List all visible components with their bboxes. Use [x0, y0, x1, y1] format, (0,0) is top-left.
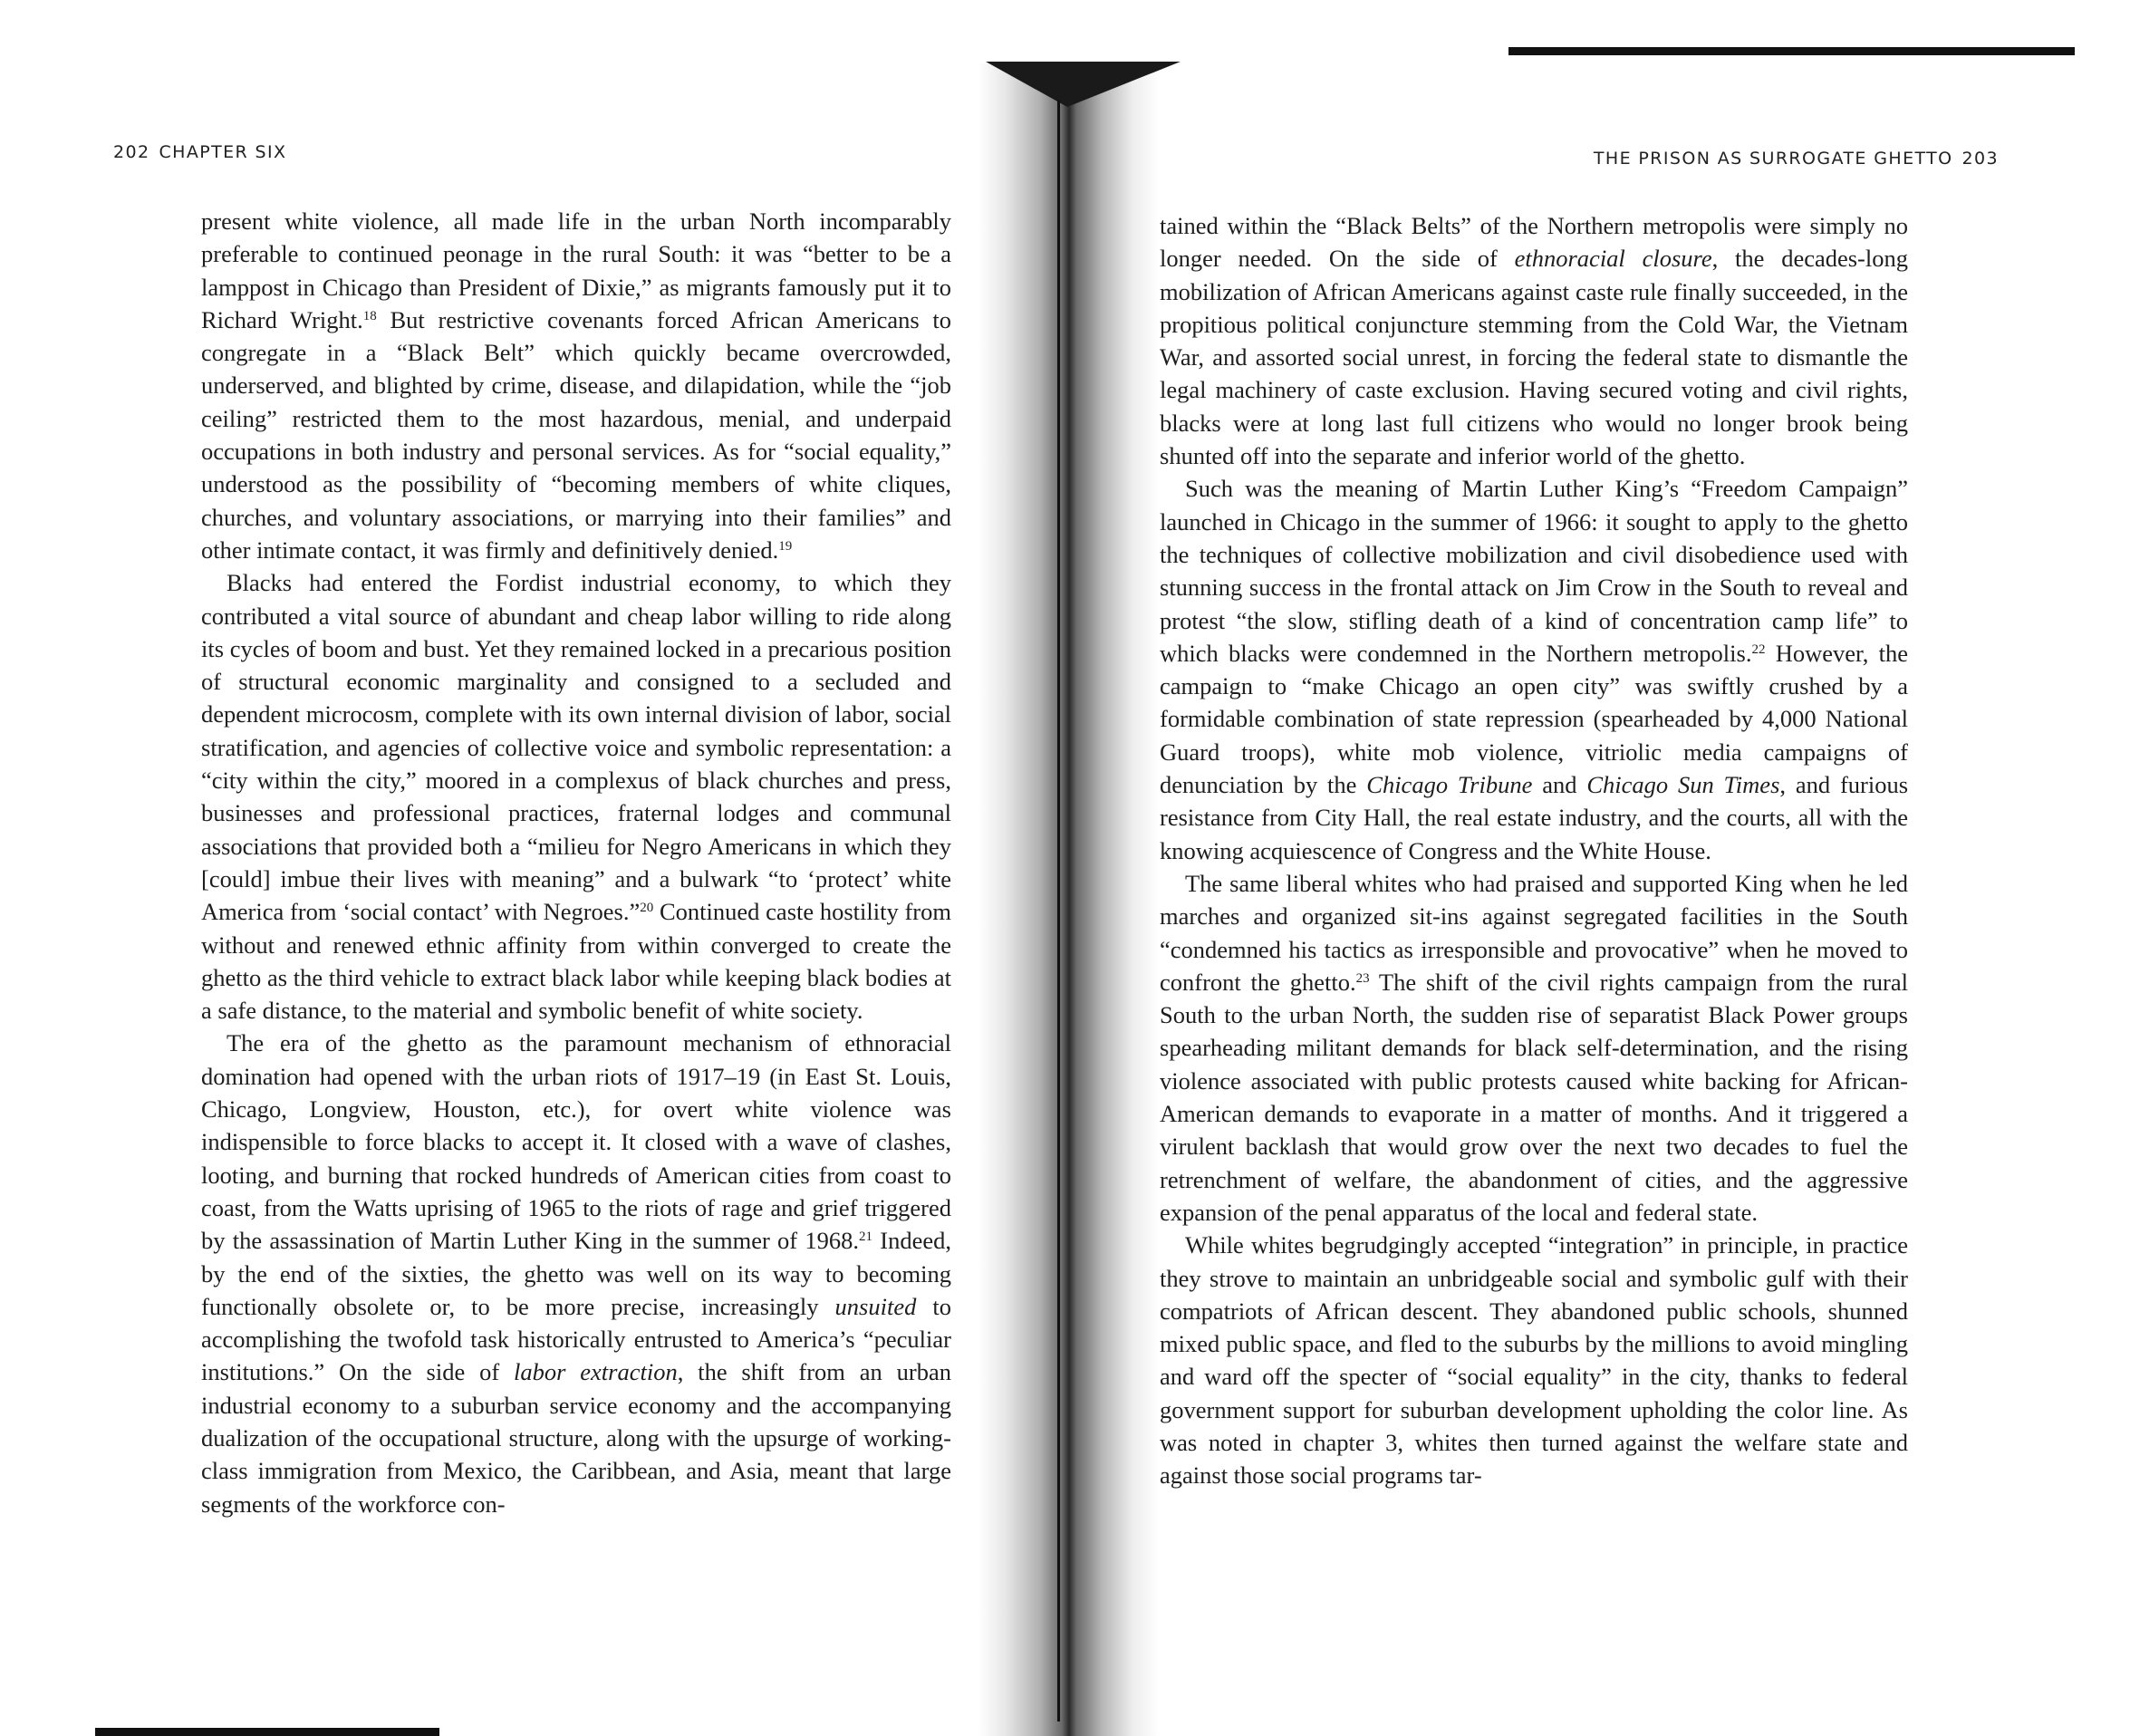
footnote-ref: 22 [1751, 641, 1766, 657]
right-running-head [1594, 149, 2008, 169]
text-run: But restrictive covenants forced African Americans to congregate in a “Black Belt” which quickly became overcrowded, underserved, and blighted by crime, disease, and dilapidation, while the “job ceiling” restricted them to the most hazardous, menial, and underpaid occupations in both industry and personal services. As for “social equality,” understood as the possibility of “becoming members of white cliques, churches, and voluntary associations, or marrying into their families” and other intimate contact, it was firmly and definitively denied. [201, 305, 951, 564]
italic-text: unsuited [834, 1292, 917, 1320]
paragraph [201, 205, 951, 566]
text-run: and [1532, 771, 1587, 799]
left-running-head-title: CHAPTER SIX [159, 142, 287, 162]
text-run: While whites begrudgingly accepted “integration” in principle, in practice they strove to maintain an unbridgeable social and symbolic gulf with their compatriots of African descent. They abandoned public schools, shunned mixed public space, and fled to the suburbs by the millions to avoid mingling and ward off the specter of “social equality” in the city, thanks to federal government support for suburban development upholding the color line. As was noted in chapter 3, whites then turned against the welfare state and against those social programs tar- [1160, 1231, 1908, 1490]
italic-text: labor extraction [514, 1358, 678, 1386]
paragraph [1160, 1229, 1908, 1491]
text-run: The same liberal whites who had praised and supported King when he led marches and organized sit-ins against segregated facilities in the South “condemned his tactics as irresponsible and provocative” when he moved to confront the ghetto. [1160, 869, 1908, 996]
text-run: , and furious resistance from City Hall, the real estate industry, and the courts, all with the knowing acquiescence of Congress and the White House. [1160, 771, 1909, 864]
gutter-binding-line [1057, 100, 1060, 1722]
text-run: , the shift from an urban industrial economy to a suburban service economy and the accompanying dualization of the occupational structure, along with the upsurge of working-class immigration from Mexico, the Caribbean, and Asia, meant that large segments of the workforce con- [201, 1358, 951, 1518]
paragraph [1160, 472, 1908, 867]
paragraph [201, 1027, 951, 1519]
scan-edge-bottom [95, 1728, 439, 1736]
paragraph [1160, 209, 1908, 472]
footnote-ref: 23 [1355, 970, 1370, 986]
left-running-head [104, 142, 286, 162]
italic-text: Chicago Tribune [1366, 771, 1533, 799]
italic-text: Chicago Sun Times [1586, 771, 1780, 799]
text-run: Blacks had entered the Fordist industrial economy, to which they contributed a vital source of abundant and cheap labor willing to ride along its cycles of boom and bust. Yet they remained locked in a precarious position of structural economic marginality and consigned to a secluded and dependent microcosm, complete with its own internal division of labor, social stratification, and agencies of collective voice and symbolic representation: a “city within the city,” moored in a complexus of black churches and press, businesses and professional practices, fraternal lodges and communal associations that provided both a “milieu for Negro Americans in which they [could] imbue their lives with meaning” and a bulwark “to ‘protect’ white America from ‘social contact’ with Negroes.” [201, 569, 951, 926]
text-run: present white violence, all made life in the urban North incomparably preferable to continued peonage in the rural South: it was “better to be a lamppost in Chicago than President of Dixie,” as migrants famously put it to Richard Wright. [201, 207, 951, 333]
footnote-ref: 19 [778, 538, 793, 554]
right-page-number: 203 [1961, 149, 1999, 169]
left-page-number: 202 [113, 142, 150, 162]
footnote-ref: 20 [640, 901, 654, 916]
paragraph [201, 566, 951, 1027]
text-run: However, the campaign to “make Chicago an open city” was swiftly crushed by a formidable combination of state repression (spearheaded by 4,000 National Guard troops), white mob violence, vitriolic media campaigns of denunciation by the [1160, 639, 1909, 799]
right-running-head-title: THE PRISON AS SURROGATE GHETTO [1593, 149, 1953, 169]
italic-text: ethnoracial closure [1514, 245, 1712, 273]
paragraph [1160, 867, 1908, 1229]
footnote-ref: 18 [362, 308, 377, 323]
text-run: The shift of the civil rights campaign from the rural South to the urban North, the sudden rise of separatist Black Power groups spearheading militant demands for black self-determination, and the rising violence associated with public protests caused white backing for African-American demands to evaporate in a matter of months. And it triggered a virulent backlash that would grow over the next two decades to fuel the retrenchment of welfare, the abandonment of cities, and the aggressive expansion of the penal apparatus of the local and federal state. [1160, 968, 1909, 1226]
left-body-text [201, 205, 951, 1520]
text-run: Indeed, by the end of the sixties, the ghetto was well on its way to becoming functionally obsolete or, to be more precise, increasingly [201, 1227, 951, 1320]
text-run: to accomplishing the twofold task historically entrusted to America’s “peculiar institutions.” On the side of [201, 1292, 951, 1386]
right-page [1132, 0, 2130, 1736]
text-run: Such was the meaning of Martin Luther King’s “Freedom Campaign” launched in Chicago in the summer of 1966: it sought to apply to the ghetto the techniques of collective mobilization and civil disobedience used with stunning success in the frontal attack on Jim Crow in the South to reveal and protest “the slow, stifling death of a kind of concentration camp life” to which blacks were condemned in the Northern metropolis. [1160, 475, 1908, 667]
left-page [0, 0, 1006, 1736]
text-run: The era of the ghetto as the paramount mechanism of ethnoracial domination had opened with the urban riots of 1917–19 (in East St. Louis, Chicago, Longview, Houston, etc.), for overt white violence was indispensible to force blacks to accept it. It closed with a wave of clashes, looting, and burning that rocked hundreds of American cities from coast to coast, from the Watts uprising of 1965 to the riots of rage and grief triggered by the assassination of Martin Luther King in the summer of 1968. [201, 1029, 951, 1255]
text-run: , the decades-long mobilization of African Americans against caste rule finally succeeded, in the propitious political conjuncture stemming from the Cold War, the Vietnam War, and assorted social unrest, in forcing the federal state to dismantle the legal machinery of caste exclusion. Having secured voting and civil rights, blacks were at long last full citizens who would no longer brook being shunted off into the separate and inferior world of the ghetto. [1160, 245, 1908, 470]
text-run: tained within the “Black Belts” of the Northern metropolis were simply no longer needed. On the side of [1160, 212, 1908, 273]
text-run: Continued caste hostility from without and renewed ethnic affinity from within converged to create the ghetto as the third vehicle to extract black labor while keeping black bodies at a safe distance, to the material and symbolic benefit of white society. [201, 898, 951, 1025]
right-body-text [1160, 209, 1908, 1492]
footnote-ref: 21 [859, 1230, 872, 1245]
